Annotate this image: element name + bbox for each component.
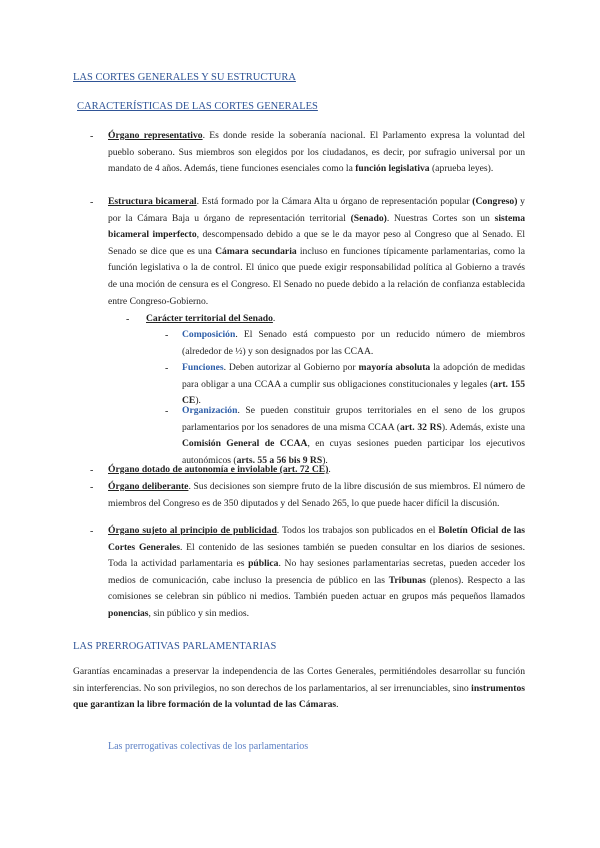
item-title: Órgano representativo — [108, 130, 203, 141]
item-title: Organización — [182, 405, 238, 416]
bullet-dash: - — [126, 314, 130, 325]
item-deliberante: Órgano deliberante. Sus decisiones son siempre fruto de la libre discusión de sus miembros. El número de miembros del Congreso es de 350 diputados y del Senado 265, lo que puede hacer difícil la discusión. — [108, 481, 526, 509]
item-title: Carácter territorial del Senado — [146, 313, 273, 324]
item-funciones: Funciones. Deben autorizar al Gobierno por mayoría absoluta la adopción de medidas para obligar a una CCAA a cumplir sus obligaciones constitucionales y legales (art. 155 CE). — [182, 362, 525, 407]
item-title: Órgano deliberante — [108, 481, 189, 492]
bullet-dash: - — [90, 526, 94, 537]
item-representativo: Órgano representativo. Es donde reside la soberanía nacional. El Parlamento expresa la voluntad del pueblo soberano. Sus miembros son elegidos por los ciudadanos, es decir, por sufragio universal por un mandato de 4 años. Además, tiene funciones esenciales como la función legislativa (aprueba leyes). — [108, 130, 526, 175]
characteristics-heading: CARACTERÍSTICAS DE LAS CORTES GENERALES — [77, 101, 318, 112]
bullet-dash: - — [165, 363, 169, 374]
item-title: Estructura bicameral — [108, 196, 197, 207]
bullet-dash: - — [165, 330, 169, 341]
bullet-dash: - — [90, 465, 94, 476]
item-territorial: Carácter territorial del Senado. — [146, 313, 276, 324]
bullet-dash: - — [90, 482, 94, 493]
item-publicidad: Órgano sujeto al principio de publicidad. Todos los trabajos son publicados en el Boletín Oficial de las Cortes Generales. El contenido de las sesiones también se pueden consultar en los diarios de sesiones. Toda la actividad parlamentaria es pública. No hay sesiones parlamentarias secretas, pueden acceder los medios de comunicación, cabe incluso la presencia de público en las Tribunas (plenos). Respecto a las comisiones se celebran sin público ni medios. También pueden actuar en grupos más pequeños llamados ponencias, sin público y sin medios. — [108, 525, 526, 619]
bullet-dash: - — [90, 131, 94, 142]
bullet-dash: - — [165, 406, 169, 417]
item-bicameral: Estructura bicameral. Está formado por la Cámara Alta u órgano de representación popular (Congreso) y por la Cámara Baja u órgano de representación territorial (Senado). Nuestras Cortes son un sistema bicameral imperfecto, descompensado debido a que se le da mayor peso al Congreso que al Senado. El Senado se dice que es una Cámara secundaria incluso en funciones típicamente parlamentarias, como la función legislativa o la de control. El único que puede exigir responsabilidad política al Gobierno a través de una moción de censura es el Congreso. El Senado no puede debido a la relación de confianza establecida entre Congreso-Gobierno. — [108, 196, 525, 307]
item-autonomia: Órgano dotado de autonomía e inviolable (art. 72 CE). — [108, 464, 331, 475]
main-heading: LAS CORTES GENERALES Y SU ESTRUCTURA — [73, 72, 296, 83]
item-title: Funciones — [182, 362, 224, 373]
item-title: Órgano dotado de autonomía e inviolable (art. 72 CE) — [108, 464, 329, 475]
item-title: Órgano sujeto al principio de publicidad — [108, 525, 277, 536]
collective-prerogatives-heading: Las prerrogativas colectivas de los parlamentarios — [108, 741, 309, 752]
prerogatives-heading: LAS PRERROGATIVAS PARLAMENTARIAS — [73, 641, 277, 652]
item-organizacion: Organización. Se pueden constituir grupos territoriales en el seno de los grupos parlamentarios por los senadores de una misma CCAA (art. 32 RS). Además, existe una Comisión General de CCAA, en cuyas sesiones pueden participar los ejecutivos autonómicos (arts. 55 a 56 bis 9 RS). — [182, 405, 526, 466]
item-title: Composición — [182, 329, 236, 340]
prerogatives-paragraph: Garantías encaminadas a preservar la independencia de las Cortes Generales, permitiéndoles desarrollar su función sin interferencias. No son privilegios, no son derechos de los parlamentarios, al ser irrenunciables, sino instrumentos que garantizan la libre formación de la voluntad de las Cámaras. — [73, 666, 525, 711]
bullet-dash: - — [90, 197, 94, 208]
item-composicion: Composición. El Senado está compuesto por un reducido número de miembros (alrededor de ½) y son designados por las CCAA. — [182, 329, 525, 357]
